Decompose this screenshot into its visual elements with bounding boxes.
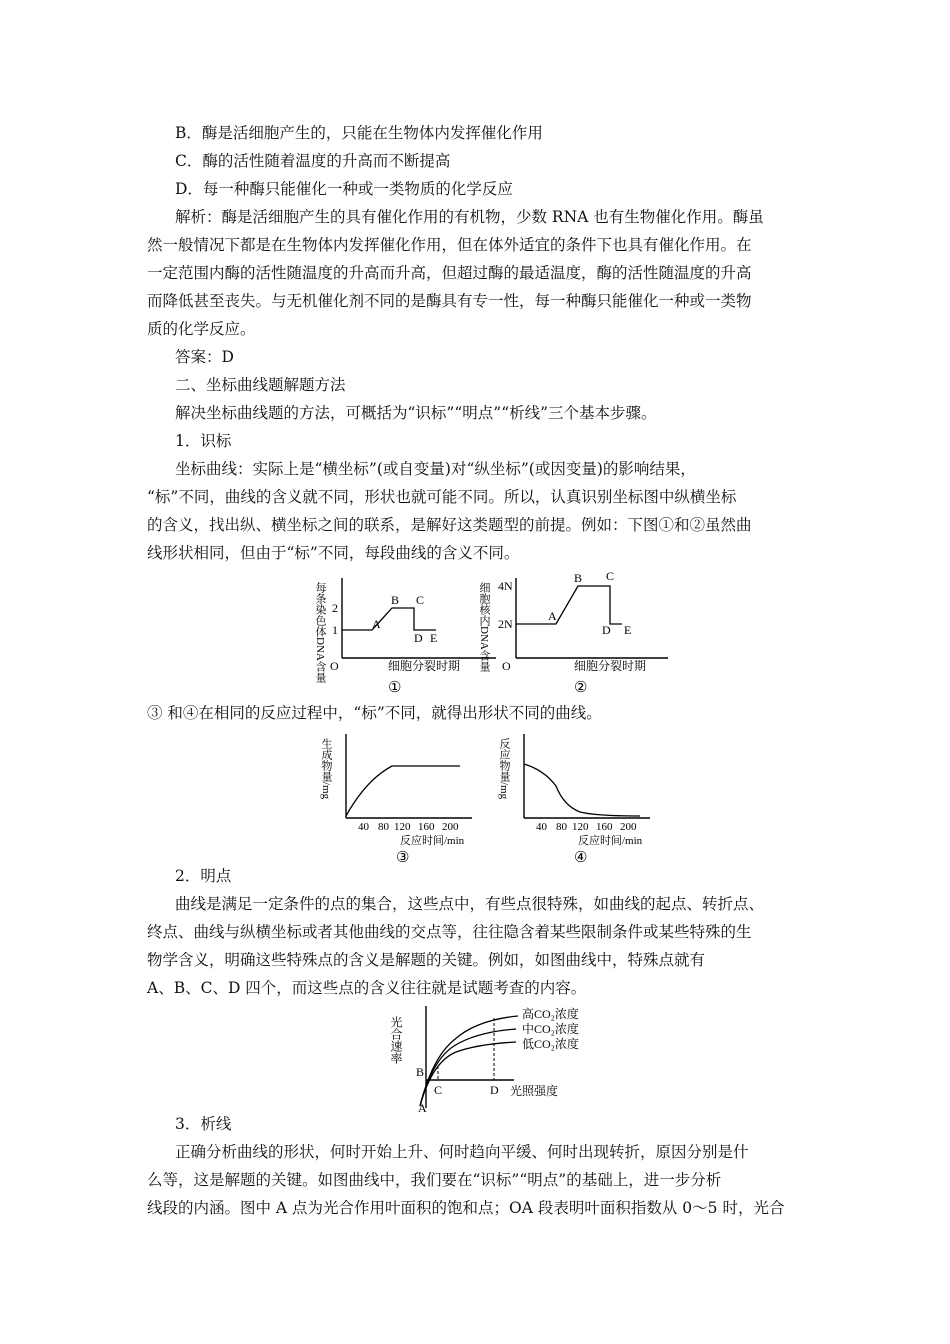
analysis-line: 然一般情况下都是在生物体内发挥催化作用，但在体外适宜的条件下也具有催化作用。在 <box>147 236 752 254</box>
section-heading: 二、坐标曲线题解题方法 <box>175 376 346 394</box>
fig2-caption: ② <box>574 680 588 696</box>
fig2-point-e: E <box>624 623 632 637</box>
fig1-point-c: C <box>416 593 425 607</box>
step-heading-1: 1．识标 <box>175 432 232 450</box>
step3-text: 线段的内涵。图中 A 点为光合作用叶面积的饱和点；OA 段表明叶面积指数从 0～5 时，光合 <box>147 1199 785 1217</box>
fig4-curve <box>524 764 640 816</box>
analysis-line: 解析：酶是活细胞产生的具有催化作用的有机物，少数 RNA 也有生物催化作用。酶虽 <box>175 208 764 226</box>
step1-text: 的含义，找出纵、横坐标之间的联系，是解好这类题型的前提。例如：下图①和②虽然曲 <box>147 516 752 534</box>
fig5-point-a: A <box>418 1101 427 1115</box>
fig2-y1-label: 2N <box>498 617 513 631</box>
fig1-point-d: D <box>414 631 423 645</box>
analysis-line: 而降低甚至丧失。与无机催化剂不同的是酶具有专一性，每一种酶只能催化一种或一类物 <box>147 292 752 310</box>
fig4-xtick: 40 <box>536 821 547 833</box>
fig1-ylabel: 每条染色体DNA含量 <box>314 582 326 683</box>
fig1-y1-label: 1 <box>332 623 338 637</box>
fig4-xtick: 80 <box>556 821 567 833</box>
fig1-caption: ① <box>388 680 402 696</box>
fig2-origin: O <box>502 659 511 673</box>
answer-line: 答案：D <box>175 348 234 366</box>
fig2-point-a: A <box>548 609 557 623</box>
analysis-line: 质的化学反应。 <box>147 320 256 338</box>
step2-text: A、B、C、D 四个，而这些点的含义往往就是试题考查的内容。 <box>147 979 587 997</box>
analysis-line: 一定范围内酶的活性随温度的升高而升高，但超过酶的最适温度，酶的活性随温度的升高 <box>147 264 752 282</box>
step-heading-3: 3．析线 <box>175 1115 232 1133</box>
step1-text: “标”不同，曲线的含义就不同，形状也就可能不同。所以，认真识别坐标图中纵横坐标 <box>147 488 737 506</box>
option-d: D．每一种酶只能催化一种或一类物质的化学反应 <box>175 180 513 198</box>
fig3-xlabel: 反应时间/min <box>400 835 465 847</box>
fig1-xlabel: 细胞分裂时期 <box>388 659 461 673</box>
fig2-curve <box>516 586 622 624</box>
fig3-curve <box>346 766 460 816</box>
fig5-point-b: B <box>416 1065 425 1079</box>
step1-text: 坐标曲线：实际上是“横坐标”(或自变量)对“纵坐标”(或因变量)的影响结果， <box>175 460 696 478</box>
fig2-ylabel: 细胞核内DNA含量 <box>478 582 490 672</box>
fig3-xtick: 160 <box>418 821 435 833</box>
fig3-xtick: 40 <box>358 821 369 833</box>
fig4-xtick: 200 <box>620 821 637 833</box>
fig5-point-c: C <box>434 1083 443 1097</box>
fig5-legend-mid: 中CO₂浓度 <box>522 1022 579 1036</box>
figure-3 <box>322 730 492 870</box>
fig3-ylabel: 生成物量/mg <box>320 738 332 800</box>
method-intro: 解决坐标曲线题的方法，可概括为“识标”“明点”“析线”三个基本步骤。 <box>175 404 657 422</box>
step3-text: 正确分析曲线的形状，何时开始上升、何时趋向平缓、何时出现转折，原因分别是什 <box>175 1143 749 1161</box>
fig1-point-b: B <box>391 593 400 607</box>
fig2-point-b: B <box>574 571 583 585</box>
fig4-xlabel: 反应时间/min <box>578 835 643 847</box>
fig5-ylabel: 光合速率 <box>389 1016 403 1064</box>
fig4-xtick: 120 <box>572 821 589 833</box>
fig3-xtick: 200 <box>442 821 459 833</box>
fig1-origin: O <box>330 659 339 673</box>
fig3-caption: ③ <box>396 850 410 866</box>
fig1-point-e: E <box>430 631 438 645</box>
fig4-ylabel: 反应物量/mg <box>498 738 510 800</box>
step2-text: 物学含义，明确这些特殊点的含义是解题的关键。例如，如图曲线中，特殊点就有 <box>147 951 706 969</box>
option-c: C．酶的活性随着温度的升高而不断提高 <box>175 152 451 170</box>
fig4-xtick: 160 <box>596 821 613 833</box>
fig1-point-a: A <box>372 617 381 631</box>
fig5-legend-low: 低CO₂浓度 <box>522 1037 579 1051</box>
fig2-xlabel: 细胞分裂时期 <box>574 659 647 673</box>
step2-text: 曲线是满足一定条件的点的集合，这些点中，有些点很特殊，如曲线的起点、转折点、 <box>175 895 765 913</box>
option-b: B．酶是活细胞产生的，只能在生物体内发挥催化作用 <box>175 124 543 142</box>
fig3-xtick: 80 <box>378 821 389 833</box>
fig5-legend-high: 高CO₂浓度 <box>522 1007 579 1021</box>
figure-1 <box>314 568 500 708</box>
fig1-curve <box>342 608 436 630</box>
fig5-point-d: D <box>490 1083 499 1097</box>
fig2-y2-label: 4N <box>498 579 513 593</box>
fig2-point-c: C <box>606 569 615 583</box>
figure-2 <box>478 568 672 708</box>
fig3-xtick: 120 <box>394 821 411 833</box>
fig1-y2-label: 2 <box>332 601 338 615</box>
figure-4 <box>500 730 670 870</box>
fig2-point-d: D <box>602 623 611 637</box>
step2-text: 终点、曲线与纵横坐标或者其他曲线的交点等，往往隐含着某些限制条件或某些特殊的生 <box>147 923 752 941</box>
step3-text: 么等，这是解题的关键。如图曲线中，我们要在“识标”“明点”的基础上，进一步分析 <box>147 1171 722 1189</box>
fig5-xlabel: 光照强度 <box>510 1084 559 1098</box>
step1-text: 线形状相同，但由于“标”不同，每段曲线的含义不同。 <box>147 544 520 562</box>
figure-5 <box>389 1000 602 1116</box>
fig4-caption: ④ <box>574 850 588 866</box>
step-heading-2: 2．明点 <box>175 867 232 885</box>
fig34-intro: ③ 和④在相同的反应过程中，“标”不同，就得出形状不同的曲线。 <box>147 704 602 722</box>
